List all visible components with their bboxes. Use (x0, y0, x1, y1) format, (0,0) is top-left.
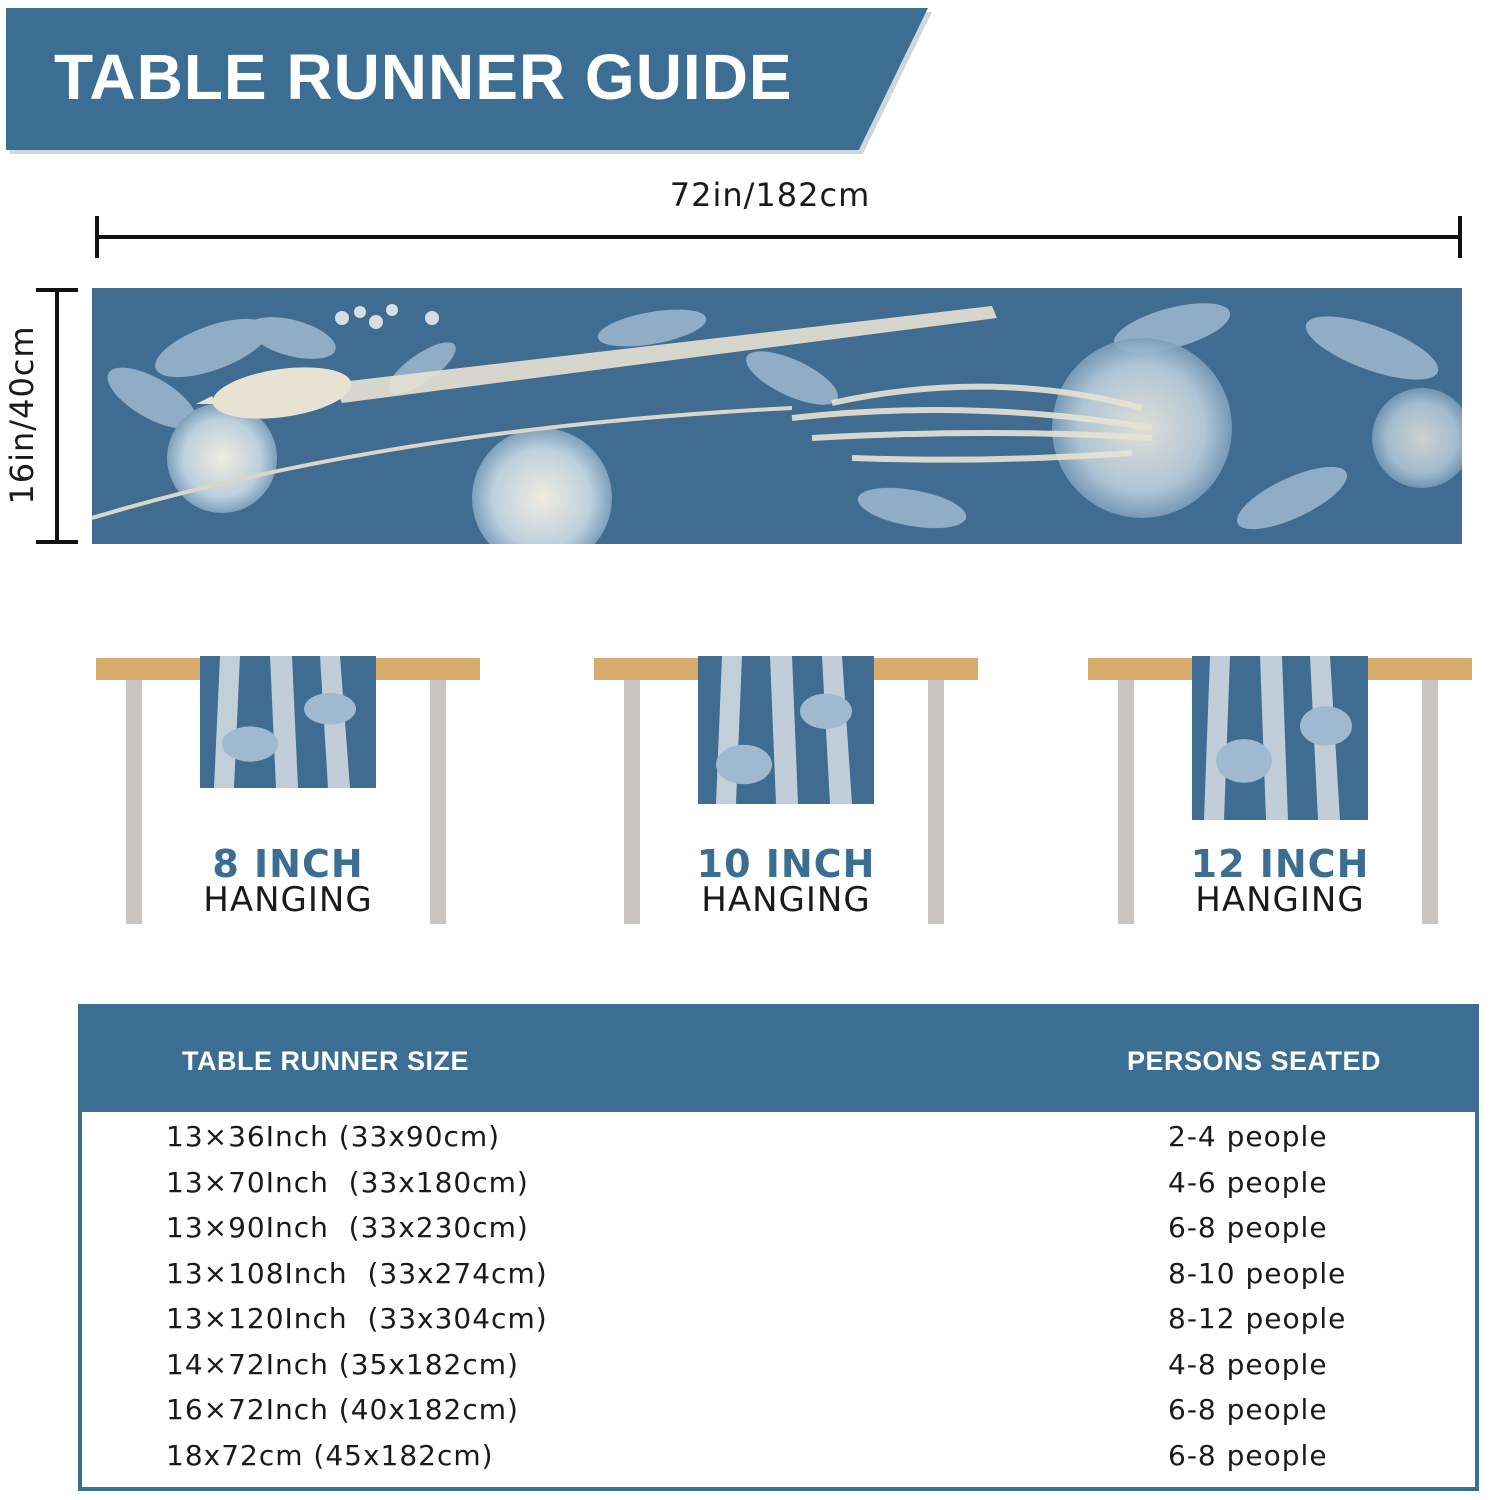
runner-drape (200, 656, 376, 788)
hanging-size: 8 INCH (212, 842, 364, 886)
persons-cell: 6-8 people (1168, 1393, 1328, 1426)
height-dimension-line (55, 288, 59, 544)
table-row (82, 1257, 1475, 1303)
height-dimension-cap-top (36, 288, 78, 292)
persons-cell: 4-6 people (1168, 1165, 1328, 1199)
size-table-body (82, 1120, 1475, 1484)
size-table-header (82, 1008, 1475, 1112)
size-cell: 13×36Inch (33x90cm) (166, 1120, 501, 1153)
column-header-size: TABLE RUNNER SIZE (182, 1046, 470, 1076)
table-row (82, 1211, 1475, 1257)
persons-cell: 8-12 people (1168, 1302, 1347, 1335)
runner-drape (698, 656, 874, 804)
width-dimension-cap-left (95, 216, 99, 258)
width-dimension-cap-right (1458, 216, 1462, 258)
hanging-size: 12 INCH (1190, 842, 1370, 886)
height-dimension-cap-bottom (36, 540, 78, 544)
hanging-size: 10 INCH (696, 842, 876, 886)
persons-cell: 6-8 people (1168, 1211, 1328, 1244)
persons-cell: 4-8 people (1168, 1347, 1328, 1381)
table-row (82, 1120, 1475, 1166)
table-illustration-12-inch (1088, 650, 1472, 930)
size-cell: 13×70Inch (33x180cm) (166, 1165, 529, 1199)
width-dimension-line (96, 235, 1461, 239)
persons-cell: 8-10 people (1168, 1256, 1347, 1290)
table-row (82, 1439, 1475, 1485)
table-row (82, 1393, 1475, 1439)
size-cell: 13×108Inch (33x274cm) (166, 1256, 548, 1290)
table-row (82, 1302, 1475, 1348)
runner-drape (1192, 656, 1368, 820)
hanging-label: HANGING (701, 880, 871, 920)
size-table (78, 1004, 1479, 1491)
size-cell: 13×120Inch (33x304cm) (166, 1302, 548, 1335)
size-cell: 18x72cm (45x182cm) (166, 1438, 494, 1472)
size-cell: 13×90Inch (33x230cm) (166, 1211, 529, 1244)
page-title: TABLE RUNNER GUIDE (54, 41, 793, 113)
size-cell: 16×72Inch (40x182cm) (166, 1393, 519, 1426)
persons-cell: 6-8 people (1168, 1438, 1328, 1472)
column-header-persons: PERSONS SEATED (1127, 1046, 1382, 1076)
hanging-label: HANGING (203, 880, 373, 920)
table-runner-image (92, 288, 1462, 544)
floral-bird-pattern (92, 288, 1462, 544)
table-illustration-8-inch (96, 650, 480, 930)
table-row (82, 1166, 1475, 1212)
hanging-label: HANGING (1195, 880, 1365, 920)
width-dimension-label: 72in/182cm (669, 176, 871, 214)
height-dimension-label: 16in/40cm (3, 325, 41, 505)
table-row (82, 1348, 1475, 1394)
table-illustration-10-inch (594, 650, 978, 930)
persons-cell: 2-4 people (1168, 1120, 1328, 1153)
size-cell: 14×72Inch (35x182cm) (166, 1347, 519, 1381)
